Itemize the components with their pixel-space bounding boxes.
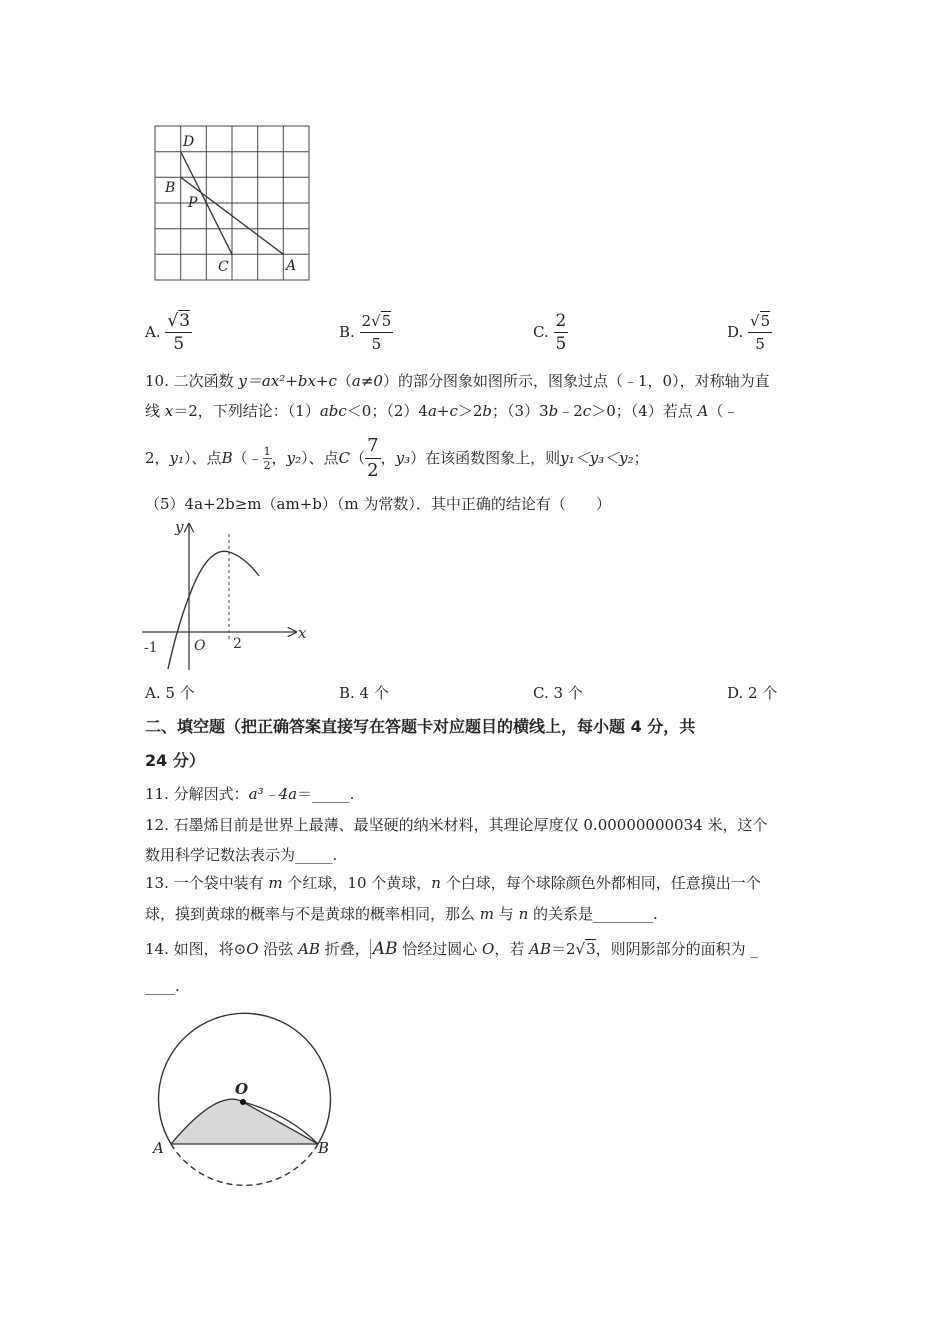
q9-grid-figure bbox=[140, 118, 320, 288]
graph-label-neg1: -1 bbox=[144, 640, 158, 656]
graph-label-2: 2 bbox=[233, 636, 242, 652]
q11: 11. 分解因式：a³﹣4a＝_____. bbox=[145, 785, 355, 803]
q10-line2: 线 x＝2，下列结论：（1）abc＜0；（2）4a+c＞2b；（3）3b﹣2c＞0；（4）若点 A（﹣ bbox=[145, 402, 739, 420]
label-d: D bbox=[183, 134, 195, 150]
center-point bbox=[240, 1099, 246, 1105]
section2-heading-line1: 二、填空题（把正确答案直接写在答题卡对应题目的横线上，每小题 4 分，共 bbox=[145, 717, 696, 736]
q13-line1: 13. 一个袋中装有 m 个红球，10 个黄球，n 个白球，每个球除颜色外都相同，任意摸出一个 bbox=[145, 874, 761, 892]
arc-ab: AB bbox=[370, 939, 398, 959]
graph-label-o: O bbox=[194, 638, 206, 654]
fraction-half: $\frac{1}{2}$ bbox=[263, 444, 271, 472]
q12-line1: 12. 石墨烯目前是世界上最薄、最坚硬的纳米材料，其理论厚度仅 0.00000000034 米，这个 bbox=[145, 816, 768, 834]
q9-option-d: D. $\frac{√5}{5}$ bbox=[727, 311, 771, 353]
label-a: A bbox=[153, 1139, 164, 1157]
q10-line4: （5）4a+2b≥m（am+b）（m 为常数）．其中正确的结论有（ ） bbox=[145, 495, 611, 513]
graph-label-x: x bbox=[298, 624, 307, 642]
q10-parabola-graph bbox=[138, 514, 318, 674]
circle-lower-arc-dashed bbox=[171, 1144, 318, 1185]
shaded-region bbox=[171, 1099, 318, 1144]
label-a: A bbox=[286, 258, 297, 274]
q14-line2: ____. bbox=[145, 977, 180, 995]
label-o: O bbox=[235, 1080, 249, 1098]
q10-option-b: B. 4 个 bbox=[339, 684, 389, 702]
fraction-seven-halves: $\frac{7}{2}$ bbox=[367, 434, 379, 481]
q9-option-a: A. $\frac{√3}{5}$ bbox=[145, 310, 191, 354]
q10-line3: 2， y₁ ）、点 B （﹣ $\frac{1}{2}$ ， y₂ ）、点 C （ $\frac{7}{2}$ ， y₃ ）在该函数图象上，则 y₁＜y₃＜y₂ ； bbox=[145, 434, 649, 481]
q14-line1: 14. 如图，将⊙O 沿弦 AB 折叠， AB 恰经过圆心 O，若 AB＝2√3，则阴影部分的面积为 _ bbox=[145, 939, 758, 959]
q14-circle-figure bbox=[148, 1010, 338, 1195]
q9-option-c: C. $\frac{2}{5}$ bbox=[533, 310, 567, 354]
label-b: B bbox=[318, 1139, 330, 1157]
q10-option-a: A. 5 个 bbox=[145, 684, 195, 702]
q10-option-c: C. 3 个 bbox=[533, 684, 583, 702]
label-b: B bbox=[165, 180, 176, 196]
section2-heading-line2: 24 分） bbox=[145, 751, 205, 770]
q12-line2: 数用科学记数法表示为_____. bbox=[145, 846, 338, 864]
label-p: P bbox=[188, 195, 198, 211]
parabola-curve bbox=[168, 551, 259, 669]
q13-line2: 球，摸到黄球的概率与不是黄球的概率相同，那么 m 与 n 的关系是________. bbox=[145, 905, 658, 923]
q9-option-b: B. $\frac{2√5}{5}$ bbox=[339, 311, 392, 353]
q10-line1: 10. 二次函数 y＝ax²+bx+c（a≠0）的部分图象如图所示，图象过点（﹣1，0），对称轴为直 bbox=[145, 372, 770, 390]
graph-label-y: y bbox=[175, 518, 184, 536]
label-c: C bbox=[218, 259, 229, 275]
q10-option-d: D. 2 个 bbox=[727, 684, 778, 702]
